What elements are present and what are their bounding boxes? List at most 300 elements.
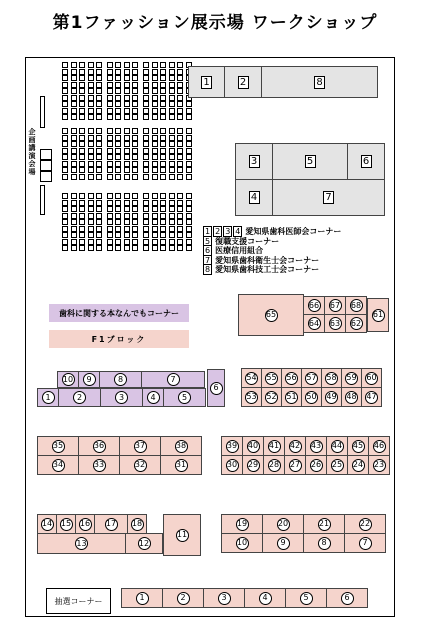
booth-2[interactable] <box>58 388 101 407</box>
seat <box>152 226 158 232</box>
booth-number: 4 <box>147 391 160 404</box>
booth-27[interactable] <box>284 455 306 475</box>
booth-number: 10 <box>236 537 249 550</box>
legend-number: 6 <box>205 246 211 255</box>
seat <box>107 245 113 251</box>
booth-3[interactable] <box>100 388 143 407</box>
seat <box>143 226 149 232</box>
seat <box>152 108 158 114</box>
booth-49[interactable] <box>321 387 342 407</box>
booth-60[interactable] <box>361 368 382 388</box>
booth-number: 47 <box>365 391 378 404</box>
seat <box>169 108 175 114</box>
seat <box>160 75 166 81</box>
booth-6[interactable] <box>326 588 368 608</box>
seat <box>62 69 68 75</box>
booth-53[interactable] <box>241 387 262 407</box>
seat <box>169 245 175 251</box>
seat <box>115 232 121 238</box>
seat <box>115 226 121 232</box>
lottery-corner[interactable]: 抽選コーナー <box>46 588 111 614</box>
seat <box>88 88 94 94</box>
seat <box>132 128 138 134</box>
seat <box>124 161 130 167</box>
seat <box>132 193 138 199</box>
booth-37[interactable] <box>119 436 161 456</box>
booth-12[interactable] <box>125 533 163 554</box>
booth-67[interactable] <box>324 296 346 315</box>
seat <box>160 62 166 68</box>
booth-30[interactable] <box>221 455 243 475</box>
seat <box>160 193 166 199</box>
booth-68[interactable] <box>345 296 367 315</box>
seat <box>71 154 77 160</box>
booth-number: 9 <box>83 373 96 386</box>
booth-25[interactable] <box>326 455 348 475</box>
seat <box>88 167 94 173</box>
seat <box>88 154 94 160</box>
booth-number: 5 <box>178 391 191 404</box>
seat <box>124 62 130 68</box>
booth-number: 17 <box>105 518 118 531</box>
seat <box>132 95 138 101</box>
corner-6[interactable] <box>347 143 385 180</box>
seat <box>124 200 130 206</box>
seat <box>132 213 138 219</box>
seat <box>62 141 68 147</box>
booth-36[interactable] <box>78 436 120 456</box>
booth-4[interactable] <box>142 388 164 407</box>
booth-51[interactable] <box>281 387 302 407</box>
seat <box>88 114 94 120</box>
seat <box>79 128 85 134</box>
seat <box>132 141 138 147</box>
seat <box>152 69 158 75</box>
seat <box>177 69 183 75</box>
booth-29[interactable] <box>242 455 264 475</box>
seat <box>143 219 149 225</box>
booth-number: 14 <box>41 518 54 531</box>
seat <box>186 174 192 180</box>
corner-4[interactable] <box>235 179 273 216</box>
seat <box>115 148 121 154</box>
seat <box>62 193 68 199</box>
seat <box>107 219 113 225</box>
seat <box>96 226 102 232</box>
booth-10[interactable] <box>221 533 263 553</box>
seat <box>79 219 85 225</box>
seat <box>152 95 158 101</box>
seat <box>152 101 158 107</box>
booth-number: 7 <box>167 373 180 386</box>
booth-62[interactable] <box>345 314 367 333</box>
booth-number: 60 <box>365 372 378 385</box>
seat <box>88 128 94 134</box>
seat <box>132 69 138 75</box>
legend-number: 5 <box>205 236 211 246</box>
booth-39[interactable] <box>221 436 243 456</box>
seat <box>115 88 121 94</box>
seat <box>143 174 149 180</box>
booth-47[interactable] <box>361 387 382 407</box>
booth-11[interactable] <box>163 514 201 556</box>
purple-booth-6[interactable] <box>207 369 225 407</box>
booth-66[interactable] <box>303 296 325 315</box>
seat <box>107 101 113 107</box>
seat <box>115 154 121 160</box>
seat <box>169 82 175 88</box>
booth-number: 11 <box>176 529 189 542</box>
seat <box>143 167 149 173</box>
booth-number: 46 <box>373 440 386 453</box>
seat <box>152 148 158 154</box>
seat <box>132 114 138 120</box>
seat <box>169 167 175 173</box>
seat <box>152 141 158 147</box>
seat <box>79 108 85 114</box>
seat <box>124 206 130 212</box>
booth-20[interactable] <box>262 514 304 534</box>
booth-59[interactable] <box>341 368 362 388</box>
booth-7[interactable] <box>344 533 386 553</box>
booth-65[interactable] <box>238 294 304 336</box>
booth-13[interactable] <box>37 533 126 554</box>
seat <box>152 239 158 245</box>
seat <box>186 193 192 199</box>
seat <box>107 200 113 206</box>
booth-8[interactable] <box>303 533 345 553</box>
booth-33[interactable] <box>78 455 120 475</box>
booth-26[interactable] <box>305 455 327 475</box>
seat <box>96 95 102 101</box>
seat <box>169 101 175 107</box>
booth-16[interactable] <box>75 514 95 534</box>
seat <box>96 174 102 180</box>
booth-17[interactable] <box>94 514 128 534</box>
seat <box>107 95 113 101</box>
booth-34[interactable] <box>37 455 79 475</box>
seat <box>79 148 85 154</box>
seat <box>152 75 158 81</box>
seat <box>88 232 94 238</box>
booth-number: 28 <box>268 459 281 472</box>
booth-9[interactable] <box>78 371 100 388</box>
seat <box>115 219 121 225</box>
booth-number: 31 <box>175 459 188 472</box>
booth-number: 64 <box>308 317 321 330</box>
booth-number: 2 <box>177 592 190 605</box>
seat <box>115 167 121 173</box>
seat <box>88 174 94 180</box>
seat <box>160 154 166 160</box>
booth-5[interactable] <box>163 388 206 407</box>
seat <box>96 219 102 225</box>
seat <box>177 82 183 88</box>
seat <box>62 219 68 225</box>
seat <box>124 154 130 160</box>
booth-54[interactable] <box>241 368 262 388</box>
seat <box>79 62 85 68</box>
booth-35[interactable] <box>37 436 79 456</box>
seat <box>124 69 130 75</box>
seat <box>71 232 77 238</box>
seat <box>79 193 85 199</box>
booth-19[interactable] <box>221 514 263 534</box>
seat <box>160 161 166 167</box>
seat <box>107 62 113 68</box>
booth-40[interactable] <box>242 436 264 456</box>
booth-46[interactable] <box>368 436 390 456</box>
seat <box>132 200 138 206</box>
seat <box>186 200 192 206</box>
seat <box>71 239 77 245</box>
booth-50[interactable] <box>301 387 322 407</box>
seat <box>62 114 68 120</box>
booth-number: 13 <box>75 537 88 550</box>
seat <box>79 141 85 147</box>
booth-number: 62 <box>350 317 363 330</box>
booth-56[interactable] <box>281 368 302 388</box>
booth-number: 68 <box>350 299 363 312</box>
seat <box>96 75 102 81</box>
booth-10[interactable] <box>57 371 79 388</box>
seat <box>62 101 68 107</box>
book-corner[interactable]: 歯科に関する本なんでもコーナー <box>49 304 189 322</box>
booth-57[interactable] <box>301 368 322 388</box>
corner-label: 7 <box>323 191 334 204</box>
booth-number: 16 <box>79 518 92 531</box>
booth-41[interactable] <box>263 436 285 456</box>
booth-number: 32 <box>134 459 147 472</box>
legend-number: 1 <box>205 227 211 236</box>
booth-number: 4 <box>259 592 272 605</box>
booth-44[interactable] <box>326 436 348 456</box>
seat <box>143 245 149 251</box>
seat <box>160 167 166 173</box>
booth-15[interactable] <box>56 514 76 534</box>
booth-number: 3 <box>218 592 231 605</box>
seat <box>96 88 102 94</box>
booth-42[interactable] <box>284 436 306 456</box>
seat <box>152 62 158 68</box>
seat <box>143 141 149 147</box>
seat <box>169 69 175 75</box>
booth-number: 55 <box>265 372 278 385</box>
booth-8[interactable] <box>99 371 142 388</box>
legend-number: 3 <box>225 227 231 236</box>
seat <box>71 75 77 81</box>
seat <box>115 75 121 81</box>
booth-14[interactable] <box>37 514 57 534</box>
booth-number: 21 <box>318 518 331 531</box>
seat <box>177 245 183 251</box>
seat <box>124 95 130 101</box>
legend-number: 2 <box>215 227 221 236</box>
booth-2[interactable] <box>162 588 204 608</box>
booth-28[interactable] <box>263 455 285 475</box>
seat <box>62 174 68 180</box>
booth-number: 33 <box>93 459 106 472</box>
booth-64[interactable] <box>303 314 325 333</box>
seat <box>152 82 158 88</box>
corner-1[interactable] <box>188 66 225 98</box>
booth-38[interactable] <box>160 436 202 456</box>
seat <box>107 135 113 141</box>
seat <box>177 108 183 114</box>
seat <box>177 95 183 101</box>
booth-23[interactable] <box>368 455 390 475</box>
seat <box>62 128 68 134</box>
booth-number: 43 <box>310 440 323 453</box>
booth-number: 30 <box>226 459 239 472</box>
booth-5[interactable] <box>285 588 327 608</box>
seat <box>88 239 94 245</box>
seat <box>132 226 138 232</box>
booth-number: 36 <box>93 440 106 453</box>
seat <box>177 154 183 160</box>
legend-text: 愛知県歯科技工士会コーナー <box>215 265 320 274</box>
seat <box>169 213 175 219</box>
seat <box>62 75 68 81</box>
booth-61[interactable] <box>367 298 389 332</box>
booth-number: 6 <box>341 592 354 605</box>
seat <box>79 200 85 206</box>
booth-31[interactable] <box>160 455 202 475</box>
seat <box>71 245 77 251</box>
seat <box>88 206 94 212</box>
booth-number: 19 <box>236 518 249 531</box>
seat <box>107 174 113 180</box>
seat <box>132 154 138 160</box>
booth-number: 8 <box>318 537 331 550</box>
seat <box>177 232 183 238</box>
seat <box>96 232 102 238</box>
corner-label: 3 <box>249 155 260 168</box>
booth-21[interactable] <box>303 514 345 534</box>
seat <box>186 213 192 219</box>
seat <box>124 148 130 154</box>
side-box-3 <box>40 171 52 182</box>
booth-number: 20 <box>277 518 290 531</box>
seat <box>96 239 102 245</box>
seat <box>62 135 68 141</box>
seat <box>79 174 85 180</box>
seat <box>62 213 68 219</box>
seat <box>71 62 77 68</box>
booth-1[interactable] <box>121 588 163 608</box>
corner-8[interactable] <box>261 66 378 98</box>
seat <box>143 148 149 154</box>
seat <box>132 174 138 180</box>
seat <box>169 239 175 245</box>
seat <box>62 154 68 160</box>
booth-58[interactable] <box>321 368 342 388</box>
corner-5[interactable] <box>272 143 348 180</box>
seat <box>88 161 94 167</box>
seat <box>124 174 130 180</box>
corner-2[interactable] <box>224 66 262 98</box>
seat <box>62 148 68 154</box>
seat <box>96 114 102 120</box>
seat <box>71 213 77 219</box>
booth-number: 59 <box>345 372 358 385</box>
booth-7[interactable] <box>141 371 205 388</box>
booth-18[interactable] <box>127 514 147 534</box>
booth-9[interactable] <box>262 533 304 553</box>
seat <box>62 167 68 173</box>
booth-48[interactable] <box>341 387 362 407</box>
seat <box>177 148 183 154</box>
seat <box>124 82 130 88</box>
seat <box>169 88 175 94</box>
seat <box>169 62 175 68</box>
seat <box>107 114 113 120</box>
booth-32[interactable] <box>119 455 161 475</box>
booth-number: 63 <box>329 317 342 330</box>
f1-block[interactable]: F1ブロック <box>49 330 189 348</box>
booth-number: 6 <box>210 382 223 395</box>
booth-55[interactable] <box>261 368 282 388</box>
booth-24[interactable] <box>347 455 369 475</box>
booth-number: 5 <box>300 592 313 605</box>
seat <box>132 232 138 238</box>
booth-number: 41 <box>268 440 281 453</box>
seat <box>177 128 183 134</box>
corner-label: 8 <box>314 76 325 89</box>
seat <box>124 245 130 251</box>
booth-43[interactable] <box>305 436 327 456</box>
seat <box>71 88 77 94</box>
booth-number: 34 <box>52 459 65 472</box>
seat <box>124 213 130 219</box>
seat <box>88 135 94 141</box>
corner-7[interactable] <box>272 179 385 216</box>
booth-4[interactable] <box>244 588 286 608</box>
seat <box>160 213 166 219</box>
booth-52[interactable] <box>261 387 282 407</box>
seat <box>88 200 94 206</box>
seat <box>71 114 77 120</box>
seat <box>169 141 175 147</box>
seat <box>132 239 138 245</box>
booth-3[interactable] <box>203 588 245 608</box>
booth-number: 26 <box>310 459 323 472</box>
seat <box>88 148 94 154</box>
seat <box>152 154 158 160</box>
seat <box>169 95 175 101</box>
seat <box>124 167 130 173</box>
seat <box>107 88 113 94</box>
seat <box>160 148 166 154</box>
seat <box>169 226 175 232</box>
seat <box>177 135 183 141</box>
seat <box>124 108 130 114</box>
booth-number: 67 <box>329 299 342 312</box>
booth-1[interactable] <box>37 388 59 407</box>
corner-3[interactable] <box>235 143 273 180</box>
side-box-1 <box>40 149 52 160</box>
seat <box>115 135 121 141</box>
floor-plan <box>25 57 395 617</box>
seat <box>152 245 158 251</box>
booth-number: 35 <box>52 440 65 453</box>
booth-number: 49 <box>325 391 338 404</box>
booth-number: 24 <box>352 459 365 472</box>
seat <box>62 206 68 212</box>
booth-63[interactable] <box>324 314 346 333</box>
booth-45[interactable] <box>347 436 369 456</box>
booth-22[interactable] <box>344 514 386 534</box>
